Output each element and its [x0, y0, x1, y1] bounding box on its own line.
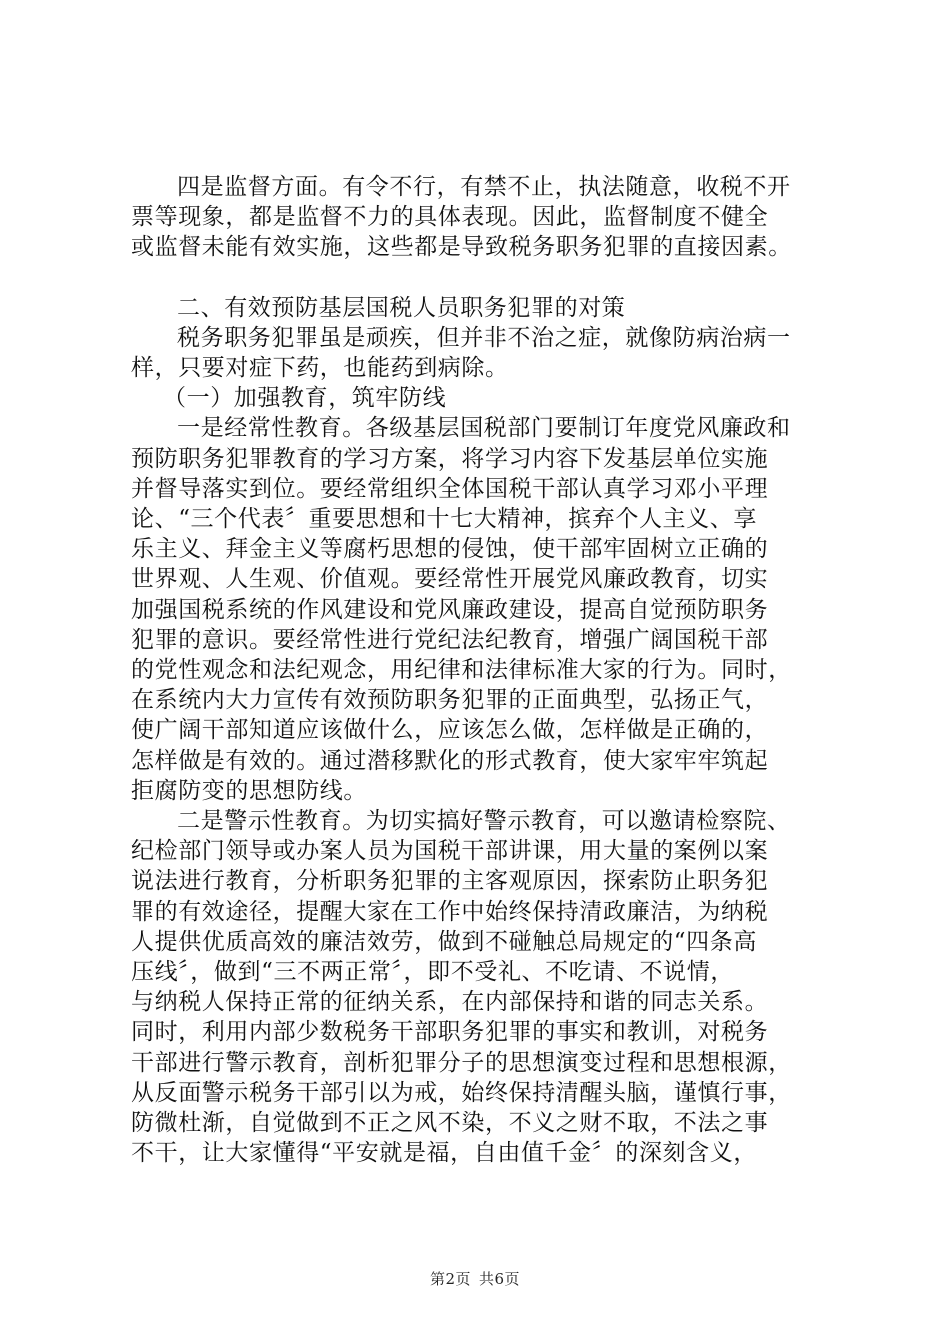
section-heading — [131, 293, 861, 323]
text-line: 罪的有效途径，提醒大家在工作中始终保持清政廉洁，为纳税 — [131, 898, 769, 925]
document-body — [131, 172, 861, 1169]
text-line: 世界观、人生观、价值观。要经常性开展党风廉政教育，切实 — [131, 566, 769, 593]
text-line: 从反面警示税务干部引以为戒，始终保持清醒头脑，谨慎行事， — [131, 1079, 792, 1106]
text-line: 干部进行警示教育，剖析犯罪分子的思想演变过程和思想根源， — [131, 1049, 792, 1076]
text-line: 说法进行教育，分析职务犯罪的主客观原因，探索防止职务犯 — [131, 868, 769, 895]
page-footer — [0, 1268, 950, 1289]
subsection-heading — [131, 383, 861, 413]
text-line: 的党性观念和法纪观念，用纪律和法律标准大家的行为。同时， — [131, 657, 792, 684]
text-line: 怎样做是有效的。通过潜移默化的形式教育，使大家牢牢筑起 — [131, 747, 769, 774]
text-line: 不干，让大家懂得“平安就是福，自由值千金〞的深刻含义， — [131, 1140, 757, 1167]
text-line: 犯罪的意识。要经常性进行党纪法纪教育，增强广阔国税干部 — [131, 626, 769, 653]
text-line: 论、“三个代表〞重要思想和十七大精神，摈弃个人主义、享 — [131, 506, 757, 533]
paragraph-intro — [131, 323, 861, 383]
text-line: 同时，利用内部少数税务干部职务犯罪的事实和教训，对税务 — [131, 1019, 769, 1046]
text-line: 票等现象，都是监督不力的具体表现。因此，监督制度不健全 — [131, 204, 769, 231]
paragraph-supervision — [131, 172, 861, 263]
text-line: 加强国税系统的作风建设和党风廉政建设，提高自觉预防职务 — [131, 596, 769, 623]
text-line: 一是经常性教育。各级基层国税部门要制订年度党风廉政和 — [177, 415, 791, 442]
page-number: 第2页 — [429, 1270, 471, 1288]
text-line: 并督导落实到位。要经常组织全体国税干部认真学习邓小平理 — [131, 475, 769, 502]
paragraph-warning-education — [131, 806, 861, 1168]
text-line: 二是警示性教育。为切实搞好警示教育，可以邀请检察院、 — [177, 808, 791, 835]
text-line: 或监督未能有效实施，这些都是导致税务职务犯罪的直接因素。 — [131, 234, 792, 261]
subsection-title: （一）加强教育，筑牢防线 — [163, 385, 447, 412]
text-line: 乐主义、拜金主义等腐朽思想的侵蚀，使干部牢固树立正确的 — [131, 536, 769, 563]
text-line: 压线〞，做到“三不两正常〞，即不受礼、不吃请、不说情， — [131, 959, 734, 986]
text-line: 与纳税人保持正常的征纳关系，在内部保持和谐的同志关系。 — [131, 989, 769, 1016]
text-line: 人提供优质高效的廉洁效劳，做到不碰触总局规定的“四条高 — [131, 928, 757, 955]
text-line: 税务职务犯罪虽是顽疾，但并非不治之症，就像防病治病一 — [177, 324, 791, 351]
text-line: 拒腐防变的思想防线。 — [131, 777, 367, 804]
page-total: 共6页 — [479, 1270, 521, 1288]
text-line: 四是监督方面。有令不行，有禁不止，执法随意，收税不开 — [177, 174, 791, 200]
text-line: 防微杜渐，自觉做到不正之风不染，不义之财不取，不法之事 — [131, 1110, 769, 1137]
text-line: 使广阔干部知道应该做什么，应该怎么做，怎样做是正确的， — [131, 717, 769, 744]
section-title: 二、有效预防基层国税人员职务犯罪的对策 — [177, 294, 626, 321]
text-line: 在系统内大力宣传有效预防职务犯罪的正面典型，弘扬正气， — [131, 687, 769, 714]
text-line: 预防职务犯罪教育的学习方案，将学习内容下发基层单位实施 — [131, 445, 769, 472]
text-line: 样，只要对症下药，也能药到病除。 — [131, 355, 509, 382]
text-line: 纪检部门领导或办案人员为国税干部讲课，用大量的案例以案 — [131, 838, 769, 865]
paragraph-regular-education — [131, 413, 861, 806]
